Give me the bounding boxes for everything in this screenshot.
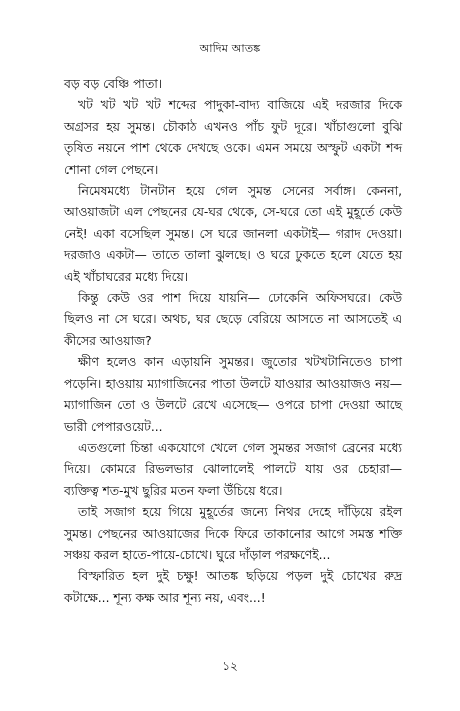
paragraph: বড় বড় বেঞ্চি পাতা।	[64, 77, 163, 91]
paragraph: ক্ষীণ হলেও কান এড়ায়নি সুমন্তর। জুতোর খটখটানিতেও চাপা পড়েনি। হাওয়ায় ম্যাগাজিনের পাতা উলটে যাওয়ার আওয়াজও নয়— ম্যাগাজিন তো ও উলটে রেখে এসেছে— ওপরে চাপা দেওয়া আছে ভারী পেপারওয়েট...	[64, 355, 402, 434]
paragraph: বিস্ফারিত হল দুই চক্ষু! আতঙ্ক ছড়িয়ে পড়ল দুই চোখের রুদ্র কটাক্ষে... শূন্য কক্ষ আর শূন্য নয়, এবং...!	[64, 569, 402, 605]
paragraph: কিন্তু কেউ ওর পাশ দিয়ে যায়নি— ঢোকেনি অফিসঘরে। কেউ ছিলও না সে ঘরে। অথচ, ঘর ছেড়ে বেরিয়ে আসতে না আসতেই এ কীসের আওয়াজ?	[64, 291, 402, 348]
paragraph: নিমেষমধ্যে টানটান হয়ে গেল সুমন্ত সেনের সর্বাঙ্গ। কেননা, আওয়াজটা এল পেছনের যে-ঘর থেকে, সে-ঘরে তো এই মুহূর্তে কেউ নেই! একা বসেছিল সুমন্ত। সে ঘরে জানলা একটাই— গরাদ দেওয়া। দরজাও একটা— তাতে তালা ঝুলছে। ও ঘরে ঢুকতে হলে যেতে হয় এই খাঁচাঘরের মধ্যে দিয়ে।	[64, 184, 402, 284]
body-text	[64, 74, 402, 609]
running-title: আদিম আতঙ্ক	[199, 42, 261, 55]
paragraph: তাই সজাগ হয়ে গিয়ে মুহূর্তের জন্যে নিথর দেহে দাঁড়িয়ে রইল সুমন্ত। পেছনের আওয়াজের দিকে ফিরে তাকানোর আগে সমস্ত শক্তি সঞ্চয় করল হাতে-পায়ে-চোখে। ঘুরে দাঁড়াল পরক্ষণেই...	[64, 505, 402, 562]
page-number: ১২	[222, 659, 238, 673]
paragraph: এতগুলো চিন্তা একযোগে খেলে গেল সুমন্তর সজাগ ব্রেনের মধ্যে দিয়ে। কোমরে রিভলভার ঝোলালেই পালটে যায় ওর চেহারা— ব্যক্তিত্ব শত-মুখ ছুরির মতন ফলা উঁচিয়ে ধরে।	[64, 440, 402, 498]
paragraph: খট খট খট খট শব্দের পাদুকা-বাদ্য বাজিয়ে এই দরজার দিকে অগ্রসর হয় সুমন্ত। চৌকাঠ এখনও পাঁচ ফুট দূরে। খাঁচাগুলো বুঝি তৃষিত নয়নে পাশ থেকে দেখছে ওকে। এমন সময়ে অস্ফুট একটা শব্দ শোনা গেল পেছনে।	[64, 98, 402, 177]
